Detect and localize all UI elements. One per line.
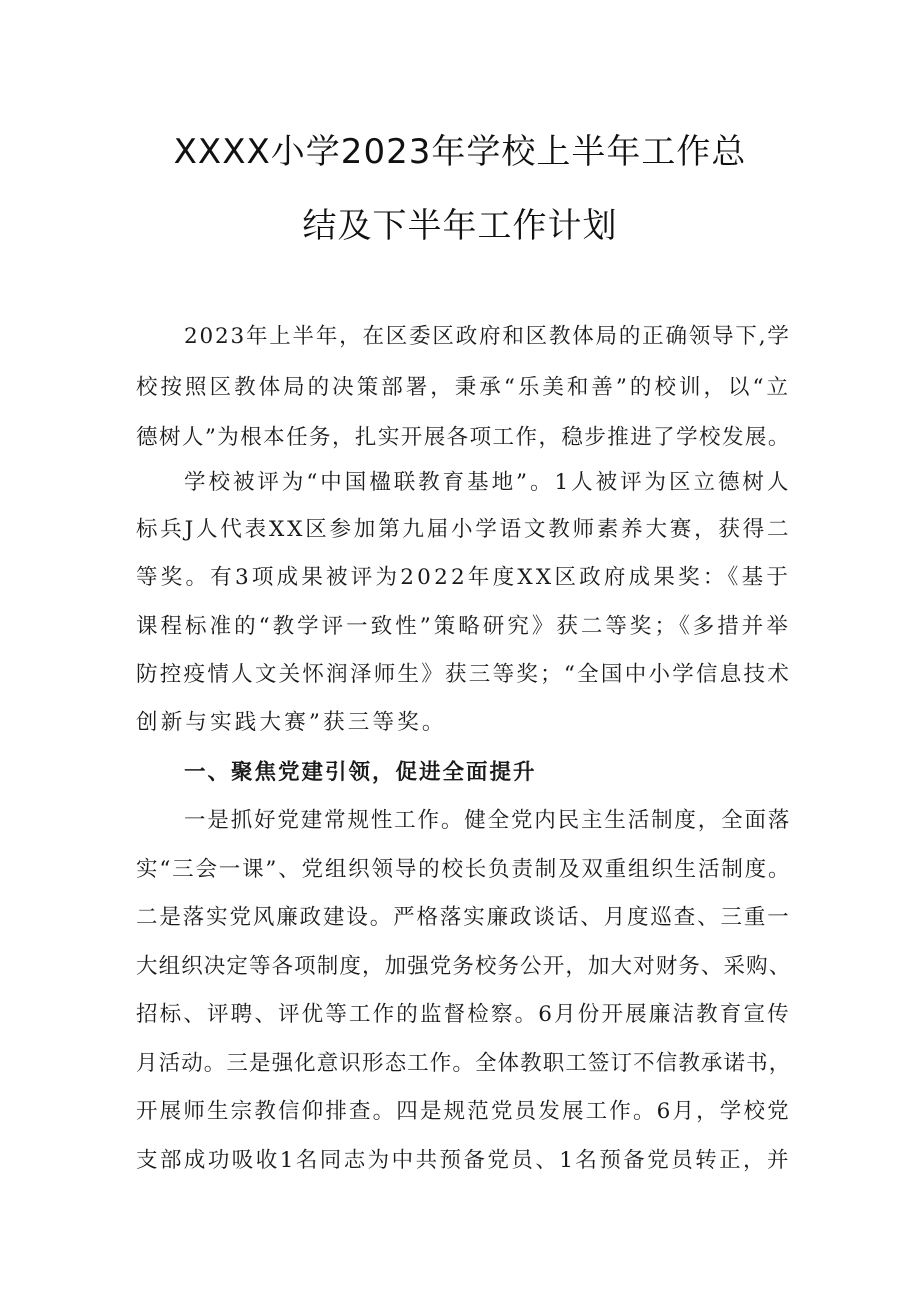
body-line-11: 一是抓好党建常规性工作。健全党内民主生活制度，全面落 [184,808,792,833]
body-line-18: 支部成功吸收1名同志为中共预备党员、1名预备党员转正，并 [136,1148,791,1173]
body-line-16: 月活动。三是强化意识形态工作。全体教职工签订不信教承诺书， [136,1051,792,1076]
body-line-1: 2023年上半年，在区委区政府和区教体局的正确领导下,学 [184,324,791,349]
body-line-14: 大组织决定等各项制度，加强党务校务公开，加大对财务、采购、 [136,954,792,979]
body-line-3: 德树人”为根本任务，扎实开展各项工作，稳步推进了学校发展。 [136,425,791,450]
body-line-9: 创新与实践大赛”获三等奖。 [136,710,447,735]
body-line-8: 防控疫情人文关怀润泽师生》获三等奖；“全国中小学信息技术 [136,662,792,687]
body-line-7: 课程标准的“教学评一致性”策略研究》获二等奖；《多措并举 [136,614,791,639]
section-heading-1: 一、聚焦党建引领，促进全面提升 [184,760,537,785]
body-line-2: 校按照区教体局的决策部署，秉承“乐美和善”的校训，以“立 [136,375,792,400]
body-line-15: 招标、评聘、评优等工作的监督检察。6月份开展廉洁教育宣传 [136,1002,791,1027]
body-line-13: 二是落实党风廉政建设。严格落实廉政谈话、月度巡查、三重一 [136,905,791,930]
body-line-5: 标兵J人代表XX区参加第九届小学语文教师素养大赛，获得二 [136,517,792,542]
body-line-12: 实“三会一课”、党组织领导的校长负责制及双重组织生活制度。 [136,857,792,882]
body-line-17: 开展师生宗教信仰排查。四是规范党员发展工作。6月，学校党 [136,1099,791,1124]
body-line-4: 学校被评为“中国楹联教育基地”。1人被评为区立德树人 [184,470,792,495]
body-line-6: 等奖。有3项成果被评为2022年度XX区政府成果奖：《基于 [136,565,792,590]
title-line-2: 结及下半年工作计划 [302,206,618,246]
title-line-1: XXXX小学2023年学校上半年工作总 [173,132,747,172]
